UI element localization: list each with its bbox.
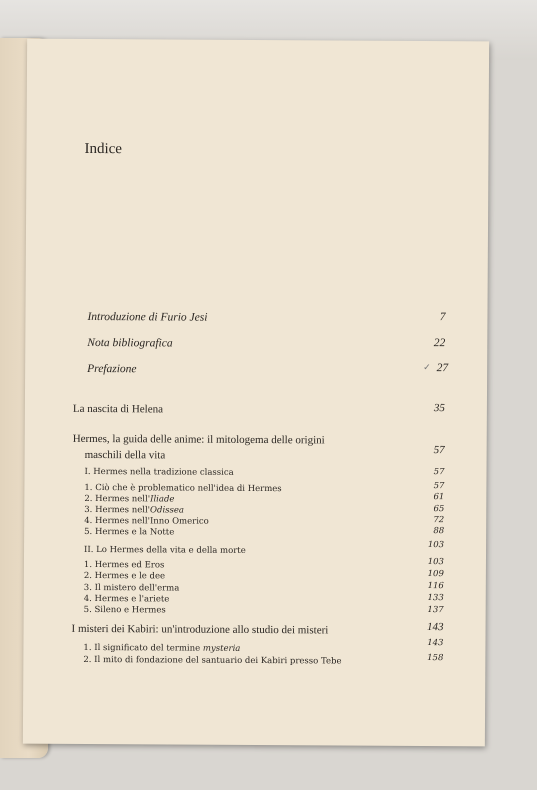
page-number: 116	[427, 581, 444, 592]
toc-part-1: I. Hermes nella tradizione classica	[84, 466, 234, 478]
toc-item: 3. Hermes nell'Odissea	[84, 504, 185, 516]
page-number: 137	[427, 605, 444, 616]
toc-entry-introduzione: Introduzione di Furio Jesi	[87, 310, 208, 324]
toc-entry-nota: Nota bibliografica	[87, 336, 173, 350]
toc-entry-hermes-cont: maschili della vita	[84, 448, 166, 462]
page-number: 57	[433, 444, 445, 457]
page-number: 88	[433, 526, 445, 537]
page-number: 109	[427, 569, 444, 580]
toc-entry-prefazione: Prefazione	[87, 362, 137, 376]
book-page	[23, 39, 489, 747]
toc-item: 1. Il significato del termine mysteria	[83, 642, 241, 654]
page-number: 143	[427, 638, 444, 649]
toc-part-2: II. Lo Hermes della vita e della morte	[84, 544, 246, 556]
page-title: Indice	[84, 140, 123, 158]
toc-entry-kabiri: I misteri dei Kabiri: un'introduzione allo studio dei misteri	[71, 622, 329, 637]
page-number: 61	[433, 492, 445, 503]
page-number: 22	[433, 337, 446, 350]
toc-item: 2. Hermes nell'Iliade	[84, 493, 175, 505]
toc-item: 2. Il mito di fondazione del santuario dei Kabiri presso Tebe	[83, 654, 342, 667]
page-number: 57	[433, 481, 445, 492]
page-number: 65	[433, 504, 445, 515]
page-number: 133	[427, 593, 444, 604]
page-number: 7	[439, 311, 446, 324]
toc-item: 1. Ciò che è problematico nell'idea di Hermes	[84, 482, 282, 495]
page-number: 27	[436, 362, 449, 375]
toc-item: 3. Il mistero dell'erma	[83, 582, 180, 594]
toc-item: 2. Hermes e le dee	[83, 570, 166, 582]
page-number: 35	[433, 402, 445, 415]
toc-entry-hermes: Hermes, la guida delle anime: il mitologema delle origini	[72, 432, 325, 447]
toc-item: 5. Sileno e Hermes	[83, 604, 166, 616]
pencil-mark: ✓	[423, 363, 431, 374]
page-number: 72	[433, 515, 445, 526]
toc-item: 4. Hermes nell'Inno Omerico	[84, 515, 209, 527]
page-number: 103	[427, 540, 445, 551]
toc-item: 1. Hermes ed Eros	[83, 559, 165, 571]
page-number: 143	[427, 621, 444, 634]
page-number: 103	[427, 557, 444, 568]
page-number: 158	[427, 653, 444, 664]
toc-entry-helena: La nascita di Helena	[72, 402, 164, 416]
toc-item: 5. Hermes e la Notte	[84, 526, 175, 538]
page-number: 57	[433, 467, 445, 478]
toc-item: 4. Hermes e l'ariete	[83, 593, 170, 605]
